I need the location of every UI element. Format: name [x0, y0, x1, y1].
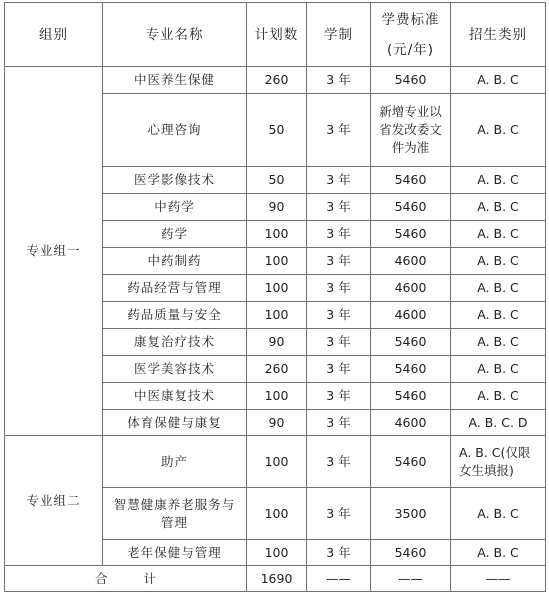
group-label: 专业组一	[5, 67, 103, 436]
header-tuition-line1: 学费标准	[381, 11, 440, 28]
group-label: 专业组二	[5, 436, 103, 566]
plan-cell: 260	[247, 356, 307, 383]
total-category: ——	[451, 566, 546, 592]
total-label	[5, 566, 247, 592]
major-cell: 中医康复技术	[103, 383, 247, 410]
years-cell: 3 年	[307, 540, 371, 566]
tuition-cell: 5460	[371, 540, 451, 566]
years-cell: 3 年	[307, 410, 371, 436]
category-cell: A. B. C	[451, 248, 546, 275]
header-plan: 计划数	[247, 3, 307, 67]
total-tuition: ——	[371, 566, 451, 592]
plan-cell: 100	[247, 275, 307, 302]
category-cell: A. B. C	[451, 275, 546, 302]
plan-cell: 100	[247, 248, 307, 275]
major-cell: 中药学	[103, 194, 247, 221]
years-cell: 3 年	[307, 94, 371, 167]
tuition-cell: 5460	[371, 329, 451, 356]
tuition-cell: 4600	[371, 248, 451, 275]
category-cell: A. B. C	[451, 302, 546, 329]
plan-cell: 100	[247, 540, 307, 566]
major-cell: 药品经营与管理	[103, 275, 247, 302]
plan-cell: 100	[247, 488, 307, 540]
tuition-cell: 4600	[371, 302, 451, 329]
tuition-cell: 5460	[371, 194, 451, 221]
years-cell: 3 年	[307, 248, 371, 275]
plan-cell: 90	[247, 329, 307, 356]
tuition-cell: 5460	[371, 167, 451, 194]
table-row	[5, 436, 546, 488]
major-cell: 心理咨询	[103, 94, 247, 167]
tuition-cell: 5460	[371, 436, 451, 488]
category-note-cell: A. B. C(仅限女生填报)	[451, 436, 546, 488]
category-cell: A. B. C	[451, 329, 546, 356]
plan-cell: 90	[247, 194, 307, 221]
plan-cell: 100	[247, 302, 307, 329]
tuition-cell: 5460	[371, 221, 451, 248]
category-cell: A. B. C	[451, 194, 546, 221]
major-cell: 智慧健康养老服务与管理	[103, 488, 247, 540]
tuition-cell: 3500	[371, 488, 451, 540]
category-cell: A. B. C	[451, 383, 546, 410]
table-header	[5, 3, 546, 67]
years-cell: 3 年	[307, 383, 371, 410]
years-cell: 3 年	[307, 67, 371, 94]
plan-cell: 50	[247, 167, 307, 194]
years-cell: 3 年	[307, 194, 371, 221]
major-cell: 体育保健与康复	[103, 410, 247, 436]
major-cell: 中医养生保健	[103, 67, 247, 94]
years-cell: 3 年	[307, 302, 371, 329]
years-cell: 3 年	[307, 356, 371, 383]
category-cell: A. B. C	[451, 488, 546, 540]
header-tuition	[371, 3, 451, 67]
tuition-cell: 4600	[371, 410, 451, 436]
category-cell: A. B. C	[451, 94, 546, 167]
header-years: 学制	[307, 3, 371, 67]
category-cell: A. B. C	[451, 221, 546, 248]
tuition-cell: 5460	[371, 383, 451, 410]
years-cell: 3 年	[307, 167, 371, 194]
years-cell: 3 年	[307, 275, 371, 302]
major-cell: 医学美容技术	[103, 356, 247, 383]
header-category: 招生类别	[451, 3, 546, 67]
total-label-right: 计	[143, 570, 157, 586]
tuition-note-cell: 新增专业以省发改委文件为准	[371, 94, 451, 167]
header-major: 专业名称	[103, 3, 247, 67]
major-cell: 药学	[103, 221, 247, 248]
major-cell: 药品质量与安全	[103, 302, 247, 329]
plan-cell: 100	[247, 436, 307, 488]
total-label-left: 合	[94, 570, 108, 586]
plan-cell: 90	[247, 410, 307, 436]
tuition-cell: 5460	[371, 356, 451, 383]
major-cell: 康复治疗技术	[103, 329, 247, 356]
total-years: ——	[307, 566, 371, 592]
plan-cell: 100	[247, 383, 307, 410]
category-cell: A. B. C. D	[451, 410, 546, 436]
plan-cell: 100	[247, 221, 307, 248]
total-plan: 1690	[247, 566, 307, 592]
years-cell: 3 年	[307, 329, 371, 356]
major-cell: 医学影像技术	[103, 167, 247, 194]
header-group: 组别	[5, 3, 103, 67]
category-cell: A. B. C	[451, 356, 546, 383]
tuition-cell: 4600	[371, 275, 451, 302]
category-cell: A. B. C	[451, 167, 546, 194]
category-cell: A. B. C	[451, 540, 546, 566]
major-cell: 助产	[103, 436, 247, 488]
category-cell: A. B. C	[451, 67, 546, 94]
header-tuition-line2: (元/年)	[386, 41, 435, 58]
table-row	[5, 67, 546, 94]
total-row	[5, 566, 546, 592]
years-cell: 3 年	[307, 436, 371, 488]
years-cell: 3 年	[307, 488, 371, 540]
tuition-cell: 5460	[371, 67, 451, 94]
plan-cell: 260	[247, 67, 307, 94]
years-cell: 3 年	[307, 221, 371, 248]
plan-cell: 50	[247, 94, 307, 167]
major-cell: 中药制药	[103, 248, 247, 275]
enrollment-plan-table	[4, 2, 546, 592]
table-body	[5, 67, 546, 592]
header-row	[5, 3, 546, 67]
major-cell: 老年保健与管理	[103, 540, 247, 566]
